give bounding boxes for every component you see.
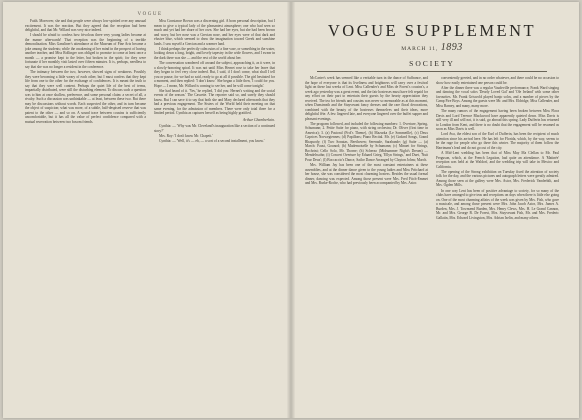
paragraph: I should be afraid to confess how frivolous three very young ladies became at the manse afterwards! That reception was the beginning of a terrible demoralization. Miss Gansliner's attendance at the Museum of Fine Arts became a joke among the students; while the awakening of her mind in the prospect of having another teacher, and Miss Rollinger was obliged to promise to come at least once a month — a promise kept to the letter, but broken in the spirit; for they were fortunate if her monthly visit lasted over fifteen minutes. It is, perhaps, needless to say that she was no longer a resident in the conference. [25,33,146,69]
paragraph: The conversation wandered off around the subject, approaching it, as it were, in a slowly-honoring spiral. It was not until Miss Hernet rose to take her leave that they began to feel very close indeed. But, I said, if I don't come, what shall I tell you or pause, for we had so said, ready to go at all if possible. The girl hesitated for a moment, and then replied: 'I don't know.' She began a little then, 'I could for you. Hope — I mean, Mr. Willard is coming to see her, and he will come tonight.' [154,61,275,88]
note: Mrs. Roy: 'I don't know Mr. Chapett.' [159,134,213,139]
right-columns [305,76,559,402]
paragraph: A Mid-Lent wedding has been that of Miss May Ma Clellan to Mr. Paul Ferguson, which, at the French Legation, had quite an attendance. A 'Matinée' reception was held at the Waldorf, and the wedding trip will take in Mexico and California. [436,151,559,169]
paragraph: conveniently greeted, and in no order whatever, and there could be no occasion to show how easily entertained one person could be. [436,76,559,85]
left-column-1 [25,19,146,418]
right-column-2 [436,76,559,402]
paragraph: Mrs. William Jay has been one of the most constant entertainers at these assemblies, and at the dinner dance given to the young ladies and Miss Pritchard at her house, she was considered the most charming hostess. Besides the usual formal dinner, dancing was expected. Among those present were Mrs. Fred Fitch-Emmet and Mrs. Burke-Roche, who had previously been accompanied by Mrs. Astor. [305,163,428,186]
running-head: VOGUE [137,12,163,17]
section-heading: SOCIETY [409,59,455,68]
paragraph: In one way Lent has been of positive advantage to society, for so many of the clubs have arranged to give teas and receptions on days when there is little else going on. One of the most charming affairs of the week was given by Mrs. Fish, who gave a musicale, and among those present were Mrs. John Jacob Astor, Mrs. James A. Burden, Mrs. J. Townsend Burden, Mrs. Henry Clews, Mrs. H. Le Grand Cannon, Mr. and Mrs. George B. De Forest, Mrs. Stuyvesant Fish, Mr. and Mrs. Frederic Gallatin, Mrs. Edward Livingston, Mrs. Adrian Iselin, and many others. [436,188,559,220]
left-page [3,2,289,418]
paragraph: I think perhaps the perfectly calm ruins of a fine vase, or something in the water, looking down a long, bright, and lovely tapestry in the wide flowers, and I swear in the dark there was she — and the rest of the world about her. [154,46,275,60]
paragraph: After the dinner there was a regular Vaudeville performance, Frank Ward singing and dancing the vocal solos 'Dearly Loved Gal' and 'Ole Ireland' with some other favourites. Mr. Frank Griswold played banjo solos, and a number of pieces by the Camp Fire Boys. Among the guests were Mr. and Mrs. Eldridge, Miss Callender, and Miss Barney, and many, many more. [436,85,559,108]
magazine-spread [3,2,579,418]
masthead-title: VOGUE SUPPLEMENT [327,21,537,40]
issue-date-text: MARCH 11, [401,46,439,52]
paragraph: McCarter's week has seemed like a veritable turn in the dance of Suffrance, and the hope of everyone is that its liveliness and brightness will carry over a festival light on these last weeks of Lent. Miss Callender's and Miss de Forest's cousins's, a week ago yesterday was a great event, and the fair hostesses must have felt repaid for any effort on their part to entertain their guests by the hearty appreciation they received. The tea for friends and cousins was never so memorable as at this moment, when Dunstreath and the Stuyvesant fancy dresses and the rare floral decorations, combined with the beauty of the hostesses themselves and their ideas, more delightful fête. A few lingered late, and everyone lingered over the buffet supper and pleasant evenings. [305,76,428,121]
paragraph: The program followed, and included the following numbers: 1. Overture, Spring, Schumann; 2. Petite Suite for piano, with string orchestra; Dr. Oliver (first time in America); 3. (a) Pastoral (Frol's Theme), (b) Mazurka (Le Sommeille), (c) Deux Caprices Norwegiennes; (d) Papillons; Piano Recital. Mr. (e) Godard Songs, Grand Rhapsody; (f) Two Sonatas, Beethoven; Serenade, Sarabande; (g) Suite — (a) March: Faust, Gounod; (b) Mademoiselle by Schumann; (c) Minuet for Strings, Bochrini; Cello Solo, Mr. Thorne; (h) Scherzo (Midsummer Night's Dream) — Mendelssohn; (i) Concert Overture by Eduard Grieg, 'Ellyn Strings,' and Duet, 'Nuit Pour Deux'; (l) Boccaccio's Dance, Sailor Dance Arranged by Clayton Johns; March. [305,121,428,162]
paragraph: Faith. Moreover, she and that people were always low-spirited over any unusual excitement. It was the reaction. But they agreed that the reception had been delightful, and that Mr. Willard was very nice indeed. [25,19,146,32]
issue-year: 1893 [440,42,463,53]
left-columns [25,19,275,418]
note: Cynthia: — 'Well, it's — eh, — a sort of a second installment, you know.' [159,139,265,144]
right-column-1 [305,76,428,402]
paragraph: The many rumors of the engagement having been broken between Miss Flora Davis and Lord Terence Blackwood have apparently quieted down. Miss Davis is still very ill and will not, it is said, go abroad this spring. Lady Dufferin has returned to London from Kent, and there is no doubt that the engagement will be resumed as soon as Miss Davis is well. [436,109,559,132]
left-column-2 [154,19,275,418]
author-signature: Arthur Chamberlain. [242,117,275,122]
paragraph: She had heard of it. 'Yes,' he replied, 'I did you: Hernet's writing and the social events of the season.' The Cassette. The reporter said so, and surely they should know. But I can save it to say that both she and Mary declared afterwards that they had a previous engagement. The Sisters of the World held their meeting on that same evening, for the admission of members. There were only total three for a limited period. Cynthia as captures herself as being highly gratified. [154,88,275,116]
paragraph: The opening of the Strong exhibition on Tuesday fixed the attention of society folk for the day, and the various pictures and autograph letters were greatly admired. Among those seen at the gallery were Mrs. Astor, Mrs. Frederick Vanderbilt, and Mrs. Ogden Mills. [436,169,559,188]
issue-date [305,42,559,53]
paragraph: The intimacy between the two, however, showed signs of weakness. Possibly they were becoming a little weary of each other, but I must confess that they kept life from one to the other for the exchange of confidences. It is meant the truth to say that they were well content. Perhaps the quiet life of the best of terms, impartially distributed, were still the disturbing element. To discuss such a question was to him at once shallow, preference, and some personal claim: a secret of all, a rivalry. Such a discussion was unthinkable — at least, between these two. But there may be discussions without words. Each suspected the other, and in turn became the object of suspicion; what was more, of a subtle, half-despised reserve that was patent to the other — and so on. A sound trace between cousins is sufficiently uncomfortable, but it has all the value of perfect confidence compared with a mutual reservation between two bosom friends. [25,70,146,124]
masthead [305,22,559,68]
note: Cynthia: — 'Why was Mr. Cleveland's inauguration like a section of a continued story?' [154,124,275,133]
right-page [293,2,579,418]
divider-rule [317,71,547,72]
paragraph: Lord Ava, the eldest son of the Earl of Dufferin, has been the recipient of much attention since his arrival here. He has left for Florida, which, by the way, seems to be the rage for people who go there this winter. The majority of them follow the Harrimans's lead and do not go out of the city. [436,132,559,150]
paragraph: Miss Constance Brown was a discerning girl. A born personal description, but I mean to give a typical lady of the pleasantest atmosphere; one who had seen so much and yet had her share of her own. She had her eyes, but she had been brown and wavy, but her nose was a Grecian nose, and her eyes were of that dark and elusive blue, which seemed to draw the imagination toward Greek and sunshine lands. I saw myself a Grecian and a warmer land. [154,19,275,46]
